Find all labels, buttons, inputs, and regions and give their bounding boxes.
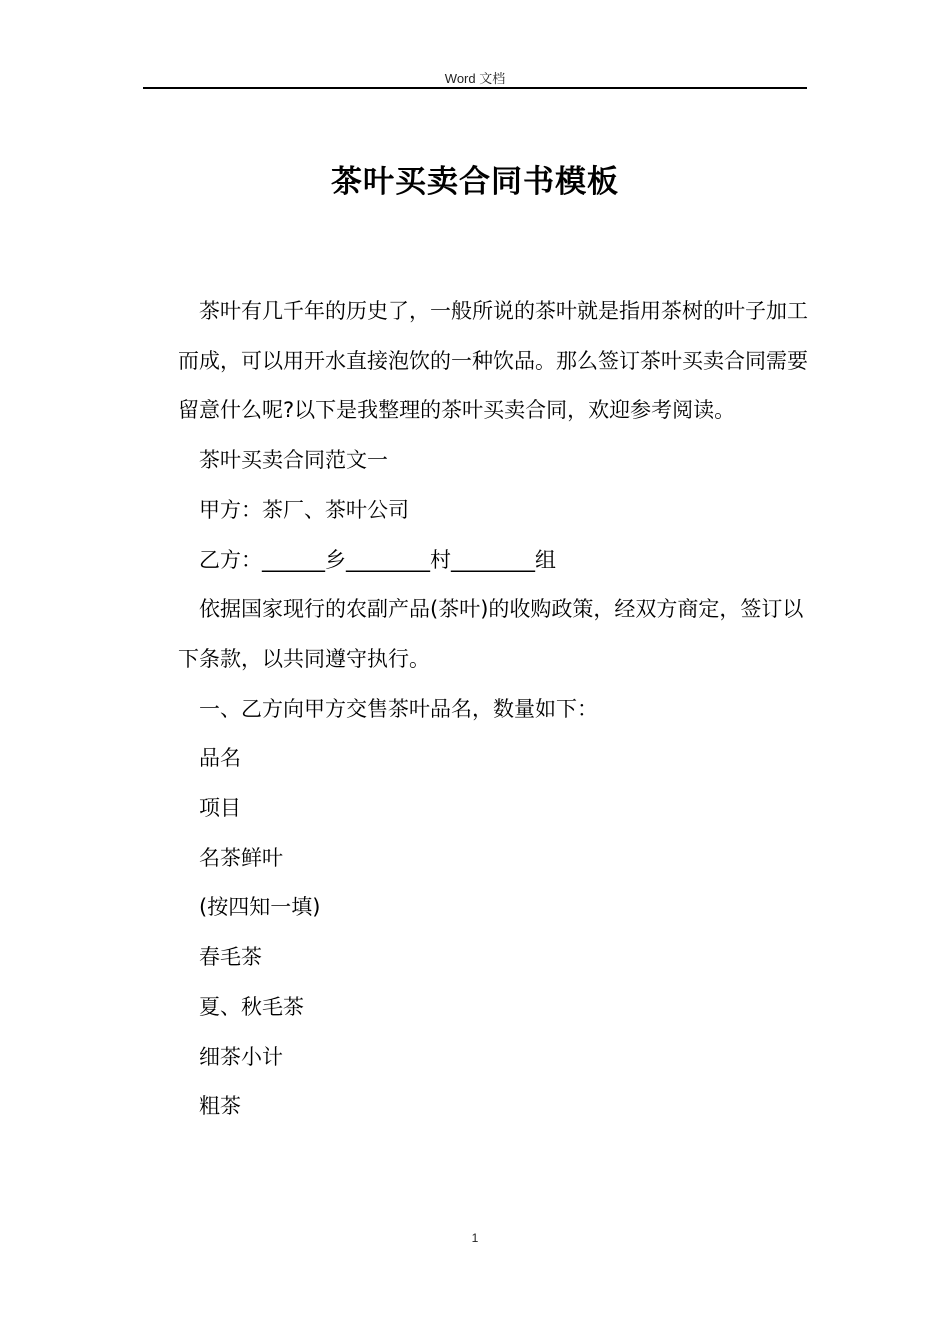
terms-paragraph: 依据国家现行的农副产品(茶叶)的收购政策，经双方商定，签订以下条款，以共同遵守执行。 xyxy=(178,597,804,671)
intro-paragraph: 茶叶有几千年的历史了，一般所说的茶叶就是指用茶树的叶子加工而成，可以用开水直接泡饮的一种饮品。那么签订茶叶买卖合同需要留意什么呢?以下是我整理的茶叶买卖合同，欢迎参考阅读。 xyxy=(178,299,808,423)
list-item: (按四知一填) xyxy=(199,895,321,920)
document-body xyxy=(178,287,808,1132)
list-item: 项目 xyxy=(199,796,241,821)
document-title: 茶叶买卖合同书模板 xyxy=(331,164,619,200)
list-item: 夏、秋毛茶 xyxy=(199,994,304,1019)
party-b-line: 乙方：______乡________村________组 xyxy=(199,547,556,572)
list-item: 品名 xyxy=(199,746,241,771)
page-number: 1 xyxy=(471,1231,479,1245)
header-divider xyxy=(143,87,807,89)
page-header-label: Word 文档 xyxy=(444,71,506,86)
list-item: 春毛茶 xyxy=(199,945,262,970)
list-item: 名茶鲜叶 xyxy=(199,845,283,870)
party-a-line: 甲方：茶厂、茶叶公司 xyxy=(199,497,409,522)
list-item: 粗茶 xyxy=(199,1094,241,1119)
clause-one: 一、乙方向甲方交售茶叶品名，数量如下： xyxy=(199,696,598,721)
list-item: 细茶小计 xyxy=(199,1044,283,1069)
section-heading: 茶叶买卖合同范文一 xyxy=(199,448,388,473)
